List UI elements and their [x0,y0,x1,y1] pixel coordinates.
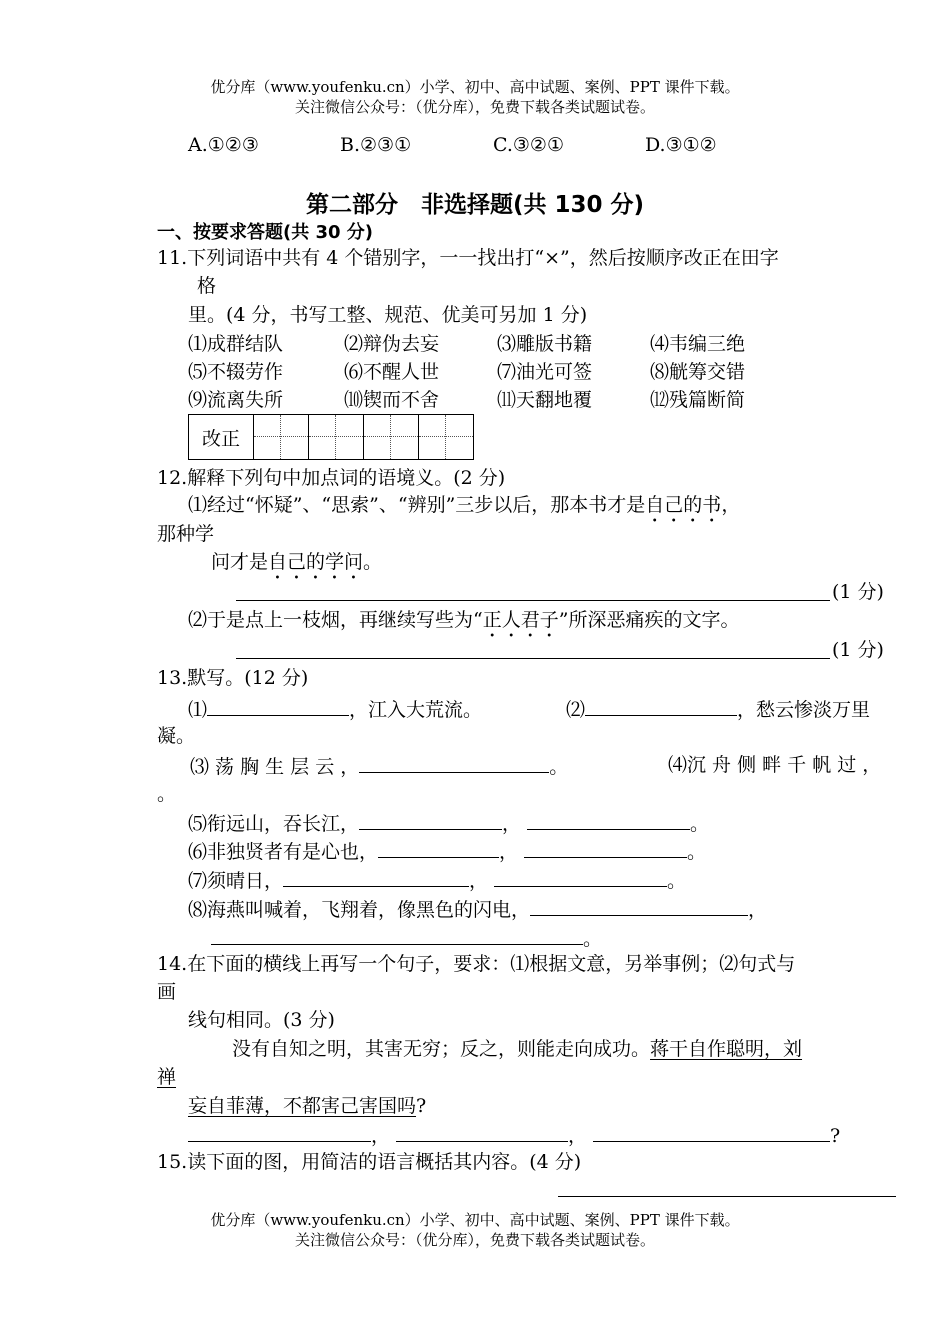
fill-blank[interactable] [359,752,549,773]
q11-word: ⑷韦编三绝 [650,333,746,355]
option-b: B.②③① [340,134,412,156]
footer-line-1: 优分库（www.youfenku.cn）小学、初中、高中试题、案例、PPT 课件下载。 [210,1211,740,1229]
q14-line-1b: 画 [157,981,177,1003]
fill-blank[interactable] [530,895,748,916]
q12-score-1: (1 分) [832,581,884,603]
q13-comma: ， [748,899,768,921]
q15-line-1: 15.读下面的图，用简洁的语言概括其内容。(4 分) [157,1151,582,1173]
q14-answer-row [188,1121,840,1149]
q12-sentence-2 [188,607,739,642]
q13-poem-4: ⑷沉 舟 侧 畔 千 帆 过 ， [668,754,882,776]
fill-blank[interactable] [378,837,499,858]
q13-poem-3 [190,752,568,780]
q12-s1-post: ， [721,494,741,516]
answer-line[interactable] [236,658,830,659]
q14-passage-wrap: 禅 [157,1066,177,1088]
q13-poem-8 [188,895,767,923]
q12-s2-post: ”所深恶痛疾的文字。 [558,609,740,631]
q12-s1-l2-post: 。 [363,551,383,573]
grid-cell[interactable] [364,415,419,460]
q13-period: 。 [667,870,687,892]
fill-blank[interactable] [211,924,583,945]
q13-p8-pre: ⑻海燕叫喊着，飞翔着，像黑色的闪电， [188,899,531,921]
q14-line-2: 线句相同。(3 分) [188,1009,335,1031]
q13-p1-text: ，江入大荒流。 [349,699,483,721]
q11-line-2: 里。(4 分，书写工整、规范、优美可另加 1 分) [188,304,588,326]
option-c: C.③②① [493,134,564,156]
q14-comma: ， [371,1125,391,1147]
part-title: 第二部分 非选择题(共 130 分) [305,192,645,218]
q13-comma: ， [469,870,489,892]
q13-p2-num: ⑵ [566,699,586,721]
q14-passage-pre: 没有自知之明，其害无穷；反之，则能走向成功。 [232,1038,651,1060]
header-line-1: 优分库（www.youfenku.cn）小学、初中、高中试题、案例、PPT 课件下载。 [210,78,740,96]
q12-score-2: (1 分) [832,639,884,661]
fill-blank[interactable] [283,866,469,887]
q14-passage-end: ? [416,1095,427,1117]
q14-line-1: 14.在下面的横线上再写一个句子，要求：⑴根据文意，另举事例；⑵句式与 [157,953,796,975]
q12-s1-l2-pre: 问才是 [211,551,269,573]
q13-period: 。 [583,928,603,950]
fill-blank[interactable] [524,837,687,858]
q13-poem-2 [566,695,870,723]
q13-p2-wrap: 凝。 [157,725,196,747]
grid-cell[interactable] [419,415,474,460]
q11-word: ⑼流离失所 [188,389,284,411]
q11-word: ⑵辩伪去妄 [344,333,440,355]
correction-grid [188,414,474,460]
q14-underlined-sentence-2: 妄自菲薄，不都害己害国吗 [188,1095,417,1117]
q11-line-1: 11.下列词语中共有 4 个错别字，一一找出打“×”，然后按顺序改正在田字 [157,247,779,269]
q12-s1-dotted: 自己的书 [645,494,722,516]
q14-passage-line-2 [188,1093,426,1119]
q12-s1-pre: ⑴经过“怀疑”、“思索”、“辨别”三步以后，那本书才是 [188,494,646,516]
fill-blank[interactable] [396,1121,568,1142]
q13-period: 。 [687,841,707,863]
q13-poem-8-line-2 [211,924,602,952]
grid-cell[interactable] [309,415,364,460]
q13-poem-6 [188,837,706,865]
q13-comma: ， [502,813,522,835]
q13-p3-pre: ⑶ 荡 胸 生 层 云 ， [190,756,360,778]
q13-p1-num: ⑴ [188,699,208,721]
q11-line-1b: 格 [197,275,217,297]
fill-blank[interactable] [494,866,667,887]
q13-line-1: 13.默写。(12 分) [157,667,309,689]
q13-p3-post: 。 [549,756,569,778]
q11-word: ⑹不醒人世 [344,361,440,383]
footer-line-2: 关注微信公众号：（优分库），免费下载各类试题试卷。 [294,1231,655,1249]
q13-poem-5 [188,809,709,837]
q13-p4-wrap: 。 [157,783,177,805]
q13-poem-1 [188,695,482,723]
q14-qmark: ? [830,1125,841,1147]
option-a: A.①②③ [188,134,259,156]
q13-p5-pre: ⑸衔远山，吞长江， [188,813,360,835]
q12-sentence-1 [188,492,740,527]
fill-blank[interactable] [188,1121,371,1142]
q14-underlined-sentence: 蒋干自作聪明，刘 [650,1038,803,1060]
q13-poem-7 [188,866,686,894]
q11-word: ⑾天翻地覆 [497,389,593,411]
q11-word: ⑶雕版书籍 [497,333,593,355]
q11-word: ⑻觥筹交错 [650,361,746,383]
q11-word: ⑿残篇断简 [650,389,746,411]
q14-passage [232,1036,802,1062]
fill-blank[interactable] [207,695,349,716]
answer-line[interactable] [236,600,830,601]
q12-sentence-1-line-2 [211,549,382,584]
q13-p7-pre: ⑺须晴日， [188,870,284,892]
fill-blank[interactable] [593,1121,830,1142]
q13-p6-pre: ⑹非独贤者有是心也， [188,841,379,863]
divider-line [558,1196,896,1197]
fill-blank[interactable] [359,809,502,830]
q13-p2-text: ，愁云惨淡万里 [737,699,871,721]
q14-comma: ， [568,1125,588,1147]
q12-line-1: 12.解释下列句中加点词的语境义。(2 分) [157,467,506,489]
q11-word: ⑽锲而不舍 [344,389,440,411]
q13-period: 。 [690,813,710,835]
grid-cell[interactable] [254,415,309,460]
grid-label: 改正 [189,415,254,460]
option-d: D.③①② [645,134,717,156]
q13-comma: ， [499,841,519,863]
fill-blank[interactable] [527,809,690,830]
q12-s2-pre: ⑵于是点上一枝烟，再继续写些为“ [188,609,483,631]
q11-word: ⑸不辍劳作 [188,361,284,383]
q11-word: ⑺油光可签 [497,361,593,383]
q12-s1-l2-dotted: 自己的学问 [268,551,364,573]
section-title: 一、按要求答题(共 30 分) [157,222,374,243]
q12-s2-dotted: 正人君子 [482,609,559,631]
q12-s1-wrap: 那种学 [157,523,215,545]
fill-blank[interactable] [585,695,737,716]
q11-word: ⑴成群结队 [188,333,284,355]
header-line-2: 关注微信公众号：（优分库），免费下载各类试题试卷。 [294,98,655,116]
